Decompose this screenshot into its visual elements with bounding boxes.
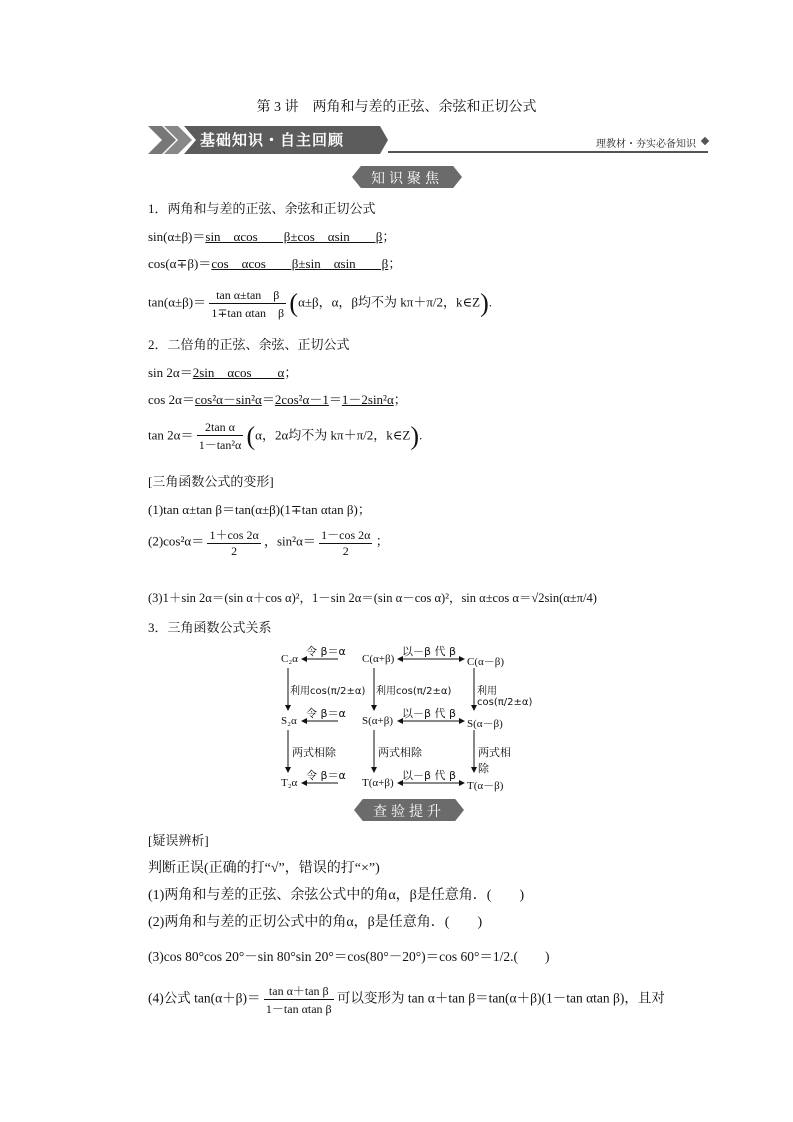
check-instruction: 判断正误(正确的打“√”，错误的打“×”) (148, 861, 380, 876)
transform-3: (3)1＋sin 2α＝(sin α＋cos α)²，1－sin 2α＝(sin α－cos α)²，sin α±cos α＝√2sin(α±π/4) (148, 591, 597, 605)
diamond-icon (701, 137, 709, 145)
formula-sin-double: sin 2α＝2sin αcos α； (148, 365, 298, 380)
page-title: 第 3 讲 两角和与差的正弦、余弦和正切公式 (256, 100, 537, 115)
formula-cos-sum: cos(α∓β)＝cos αcos β±sin αsin β； (148, 256, 402, 271)
node-t2a: T₂α (281, 777, 298, 789)
check-q2: (2)两角和与差的正切公式中的角α，β是任意角．( ) (148, 915, 483, 930)
check-title: [疑误辨析] (148, 833, 209, 848)
formula-tan-double: tan 2α＝ $\frac{\text{2tan α}}{\text{1－tan²α}}$ (α，2α均不为 kπ＋π/2，k∈Z). (148, 420, 423, 452)
node-c2a: C₂α (281, 653, 298, 665)
label-let-2: 令 β＝α (306, 707, 346, 720)
diagram-labels (278, 640, 533, 792)
label-div-2: 两式相除 (378, 746, 422, 759)
transform-1: (1)tan α±tan β＝tan(α±β)(1∓tan αtan β)； (148, 502, 371, 517)
formula-cos-double: cos 2α＝cos²α－sin²α＝2cos²α－1＝1－2sin²α； (148, 392, 407, 407)
section-pill-check: 查验提升 (354, 799, 464, 821)
node-c-sum: C(α+β) (362, 653, 395, 665)
heading-2: 2．二倍角的正弦、余弦、正切公式 (148, 337, 350, 352)
label-let-3: 令 β＝α (306, 769, 346, 782)
banner-subtitle: 理教材・夯实必备知识 (596, 139, 696, 150)
label-use-1: 利用cos(π/2±α) (290, 686, 366, 697)
label-sub-3: 以－β 代 β (402, 769, 457, 782)
label-use-2: 利用cos(π/2±α) (376, 686, 452, 697)
label-sub-2: 以－β 代 β (402, 707, 457, 720)
section-banner (148, 126, 708, 156)
label-sub-1: 以－β 代 β (402, 645, 457, 658)
heading-1: 1．两角和与差的正弦、余弦和正切公式 (148, 201, 376, 216)
transform-2: (2)cos²α＝ $\frac{1+\cos 2\alpha}{2}$ ，sin²α＝ $\frac{1-\cos 2\alpha}{2}$ ； (148, 528, 389, 558)
heading-3: 3．三角函数公式关系 (148, 620, 272, 635)
check-q4: (4)公式 tan(α＋β)＝ $\frac{\text{tan α＋tan β}}{\text{1－tan αtan β}}$ 可以变形为 tan α＋tan β＝tan(α＋β)(1－tan αtan β)，且对 (148, 984, 665, 1016)
check-q3: (3)cos 80°cos 20°－sin 80°sin 20°＝cos(80°－20°)＝cos 60°＝1/2.( ) (148, 949, 550, 964)
node-t-sum: T(α+β) (362, 777, 394, 789)
formula-tan-sum: tan(α±β)＝ $\frac{\text{tan α±tan β}}{\text{1∓tan αtan β}}$ (α±β，α，β均不为 kπ＋π/2，k∈Z). (148, 288, 493, 320)
formula-sin-sum: sin(α±β)＝sin αcos β±cos αsin β； (148, 229, 396, 244)
section-pill-knowledge: 知识聚焦 (352, 166, 462, 188)
node-t-diff: T(α－β) (467, 780, 504, 792)
label-div-3: 两式相除 (478, 746, 511, 775)
label-div-1: 两式相除 (292, 746, 336, 759)
node-c-diff: C(α－β) (467, 656, 505, 668)
check-q1: (1)两角和与差的正弦、余弦公式中的角α，β是任意角．( ) (148, 888, 525, 903)
banner-title: 基础知识・自主回顾 (200, 131, 345, 149)
banner-divider (388, 151, 708, 153)
transform-title: [三角函数公式的变形] (148, 474, 274, 489)
label-use-3: 利用cos(π/2±α) (477, 686, 533, 708)
label-let-1: 令 β＝α (306, 645, 346, 658)
node-s2a: S₂α (281, 715, 297, 727)
node-s-sum: S(α+β) (362, 715, 394, 727)
node-s-diff: S(α－β) (467, 718, 503, 730)
